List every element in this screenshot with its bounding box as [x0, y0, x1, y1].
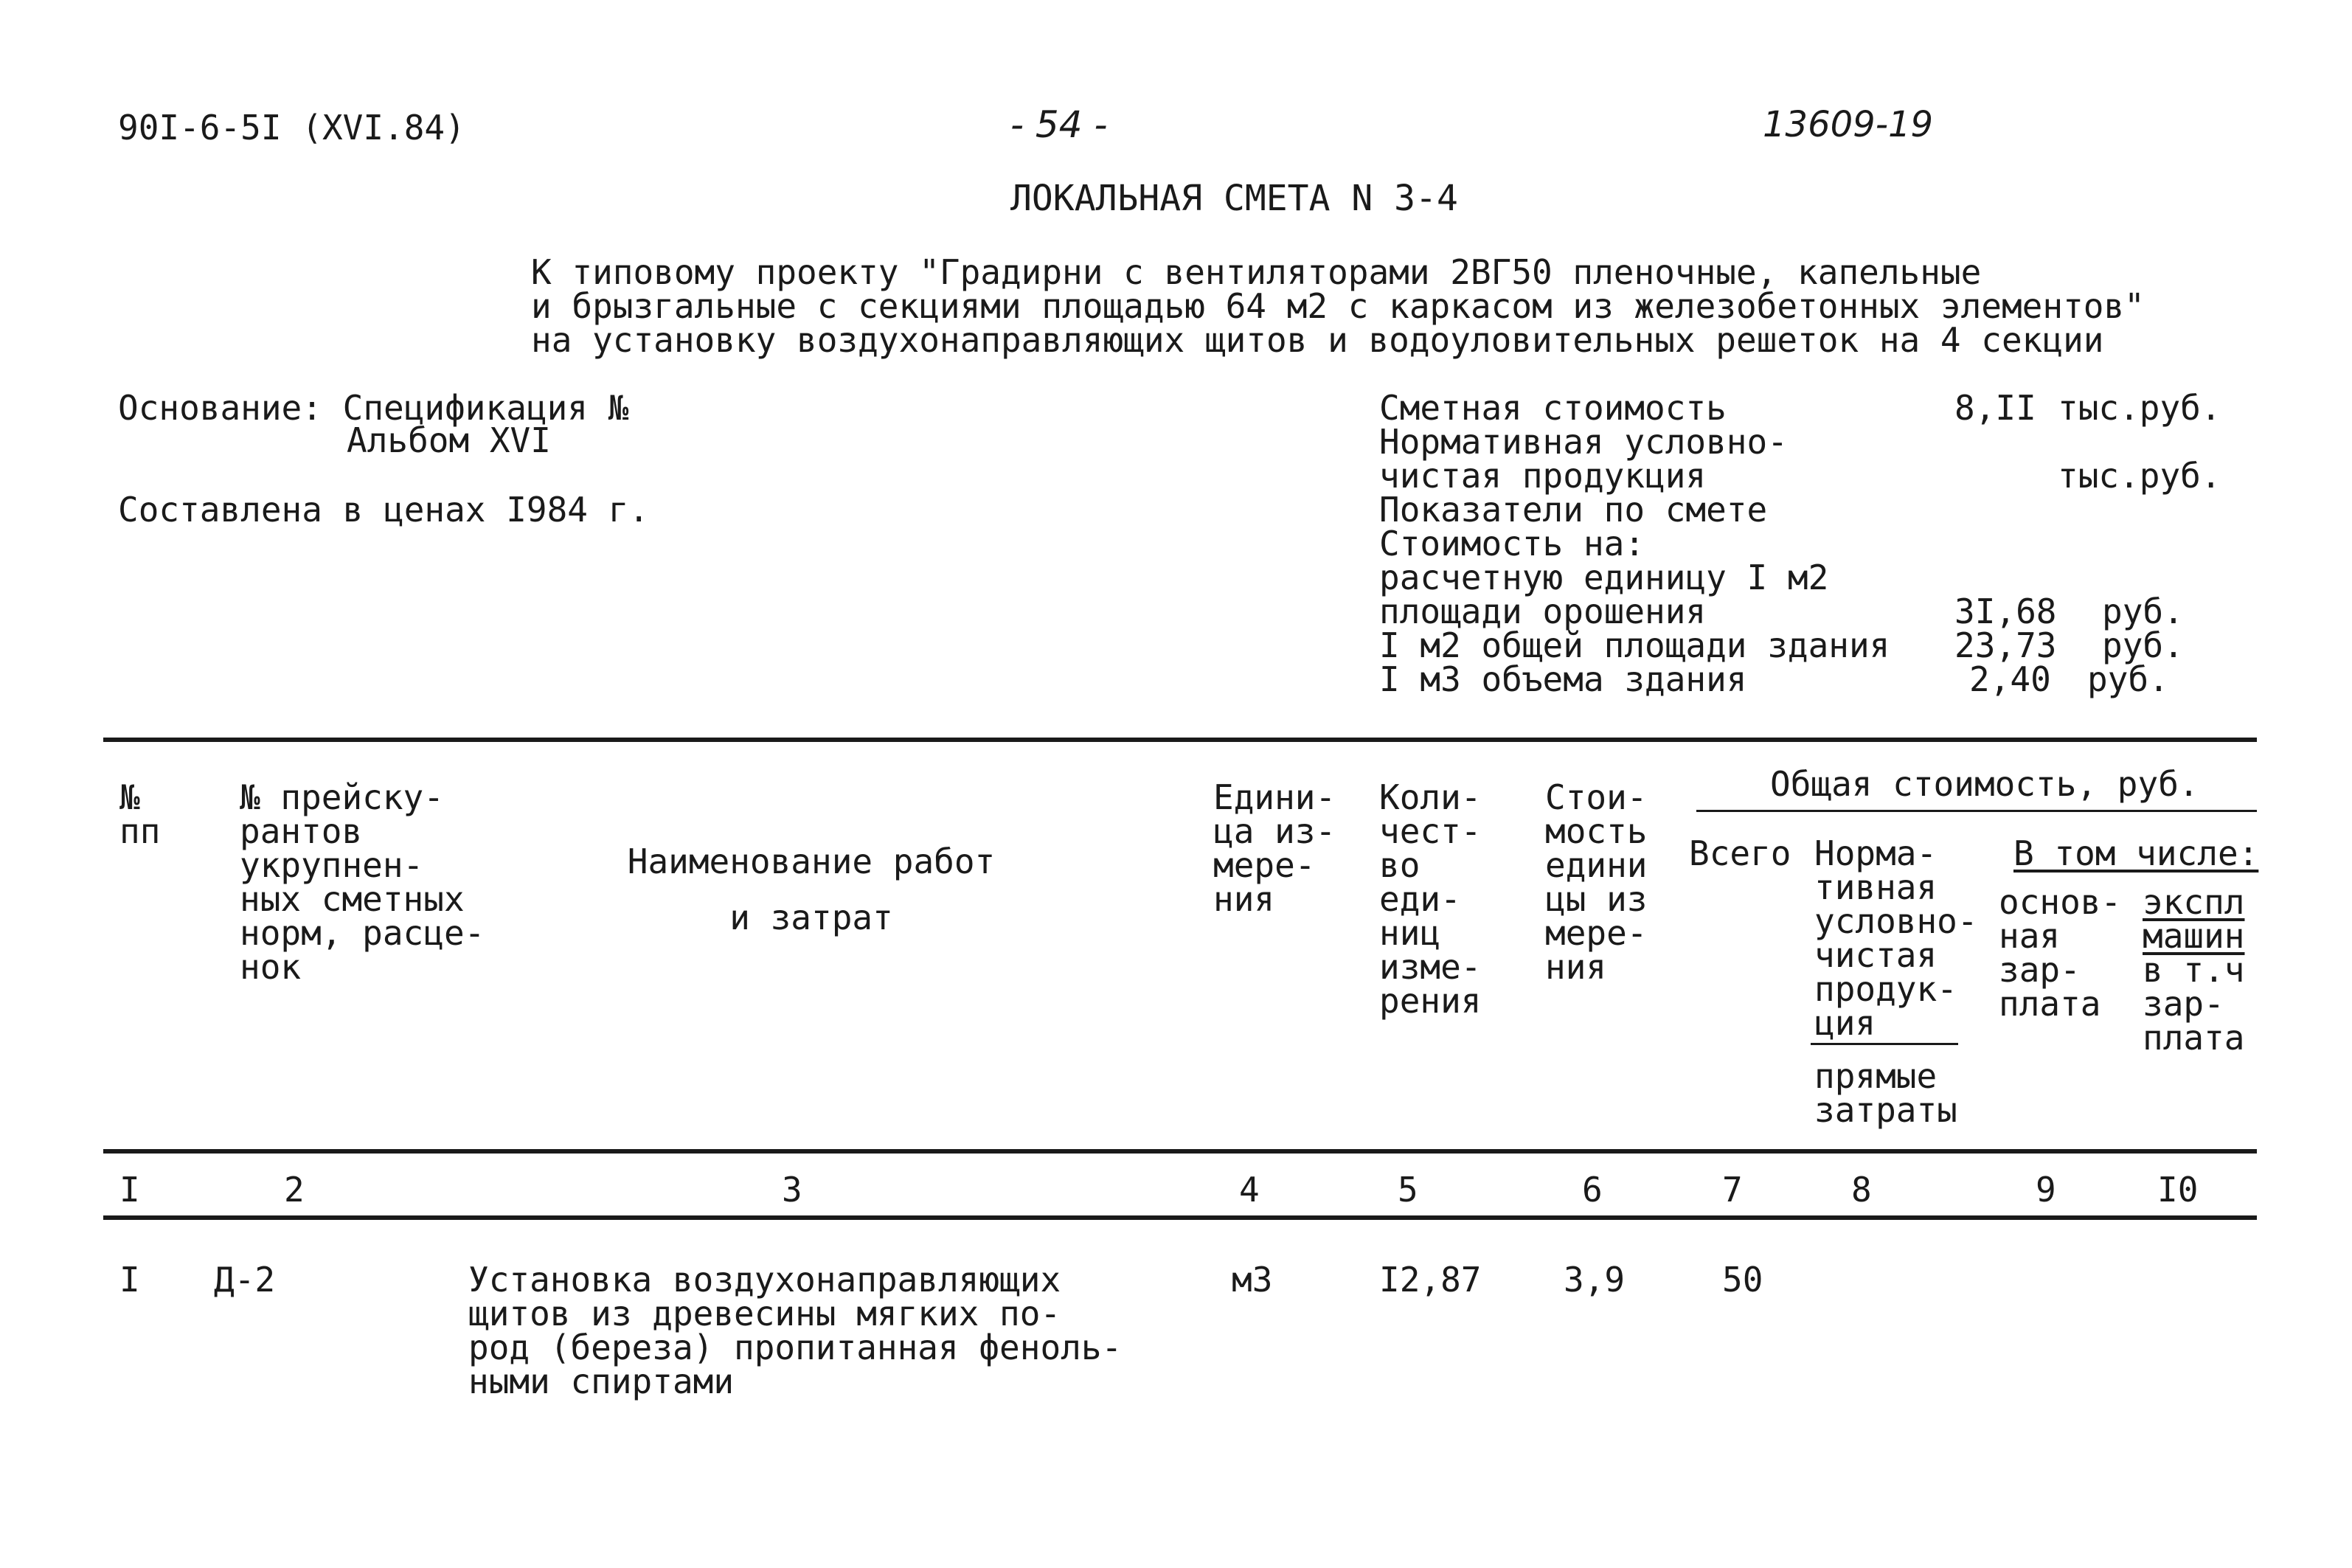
header-col-price-list: № прейску- рантов укрупнен- ных сметных норм, расце- нок [240, 777, 485, 987]
summary-label: Стоимость на: [1379, 524, 1645, 563]
header-total-group: Общая стоимость, руб. [1770, 764, 2199, 804]
summary-label: Нормативная условно- [1379, 422, 1788, 462]
header-col-unit-cost: Стои- мость едини цы из мере- ния [1545, 777, 1648, 987]
summary-value: 8,II [1954, 388, 2036, 428]
header-bottom-rule [103, 1149, 2257, 1154]
summary-unit: тыс.руб. [2058, 456, 2221, 496]
header-incl-group: В том числе: [2013, 833, 2259, 873]
summary-unit: руб. [2087, 659, 2169, 699]
column-number: 3 [782, 1170, 802, 1210]
basis-spec: Основание: Спецификация № [118, 388, 629, 428]
summary-label: Сметная стоимость [1379, 388, 1727, 428]
col8-divider-rule [1811, 1043, 1958, 1045]
summary-label: площади орошения [1379, 592, 1707, 631]
header-col-machines-salary: в т.ч зар- плата [2143, 950, 2245, 1058]
page-title: ЛОКАЛЬНАЯ СМЕТА N 3-4 [1010, 178, 1458, 219]
table-top-rule [103, 738, 2257, 742]
row-code: Д-2 [214, 1260, 276, 1300]
row-name: Установка воздухонаправляющих щитов из древесины мягких по- род (береза) пропитанная феноль- ными спиртами [468, 1260, 1123, 1401]
archive-number: 13609-19 [1763, 104, 1934, 145]
doc-code: 90I-6-5I (XVI.84) [118, 108, 465, 148]
column-number: 2 [284, 1170, 305, 1210]
column-number: 8 [1851, 1170, 1872, 1210]
row-total: 50 [1722, 1260, 1763, 1300]
column-number: I0 [2157, 1170, 2199, 1210]
column-number: 7 [1722, 1170, 1743, 1210]
summary-unit: руб. [2102, 592, 2184, 631]
column-numbers-rule [103, 1215, 2257, 1220]
header-col-qty: Коли- чест- во еди- ниц изме- рения [1379, 777, 1482, 1021]
header-col-machines: экспл машин [2143, 882, 2245, 956]
header-col-num: № пп [119, 777, 161, 851]
summary-value: 23,73 [1954, 625, 2057, 665]
row-num: I [119, 1260, 140, 1300]
header-col-direct-costs: прямые затраты [1814, 1056, 1957, 1130]
summary-label: чистая продукция [1379, 456, 1707, 496]
summary-value: 2,40 [1969, 659, 2051, 699]
row-qty: I2,87 [1379, 1260, 1482, 1300]
row-unit: м3 [1232, 1260, 1273, 1300]
subtitle-line-2: и брызгальные с секциями площадью 64 м2 с каркасом из железобетонных элементов" [531, 286, 2145, 326]
header-col-name: Наименование работ и затрат [627, 842, 996, 937]
basis-prices: Составлена в ценах I984 г. [118, 490, 650, 530]
subtitle-line-3: на установку воздухонаправляющих щитов и водоуловительных решеток на 4 секции [531, 320, 2104, 360]
basis-album: Альбом XVI [347, 420, 551, 460]
column-number: I [119, 1170, 140, 1210]
row-unit-cost: 3,9 [1564, 1260, 1626, 1300]
column-number: 6 [1582, 1170, 1603, 1210]
subtitle-line-1: К типовому проекту "Градирни с вентиляторами 2ВГ50 пленочные, капельные [531, 252, 1982, 292]
header-col-total: Всего [1689, 833, 1791, 873]
column-number: 5 [1398, 1170, 1418, 1210]
summary-unit: руб. [2102, 625, 2184, 665]
page-number: - 54 - [1010, 103, 1108, 146]
summary-label: I м3 объема здания [1379, 659, 1747, 699]
column-number: 9 [2036, 1170, 2056, 1210]
summary-label: Показатели по смете [1379, 490, 1768, 530]
summary-value: 3I,68 [1954, 592, 2057, 631]
summary-unit: тыс.руб. [2058, 388, 2221, 428]
header-col-salary: основ- ная зар- плата [1999, 882, 2122, 1024]
summary-label: I м2 общей площади здания [1379, 625, 1890, 665]
header-col-unit: Едини- ца из- мере- ния [1213, 777, 1336, 919]
header-col-net-product: Норма- тивная условно- чистая продук- ция [1814, 833, 1978, 1043]
column-number: 4 [1239, 1170, 1260, 1210]
summary-label: расчетную единицу I м2 [1379, 558, 1829, 597]
total-group-rule [1696, 810, 2257, 812]
